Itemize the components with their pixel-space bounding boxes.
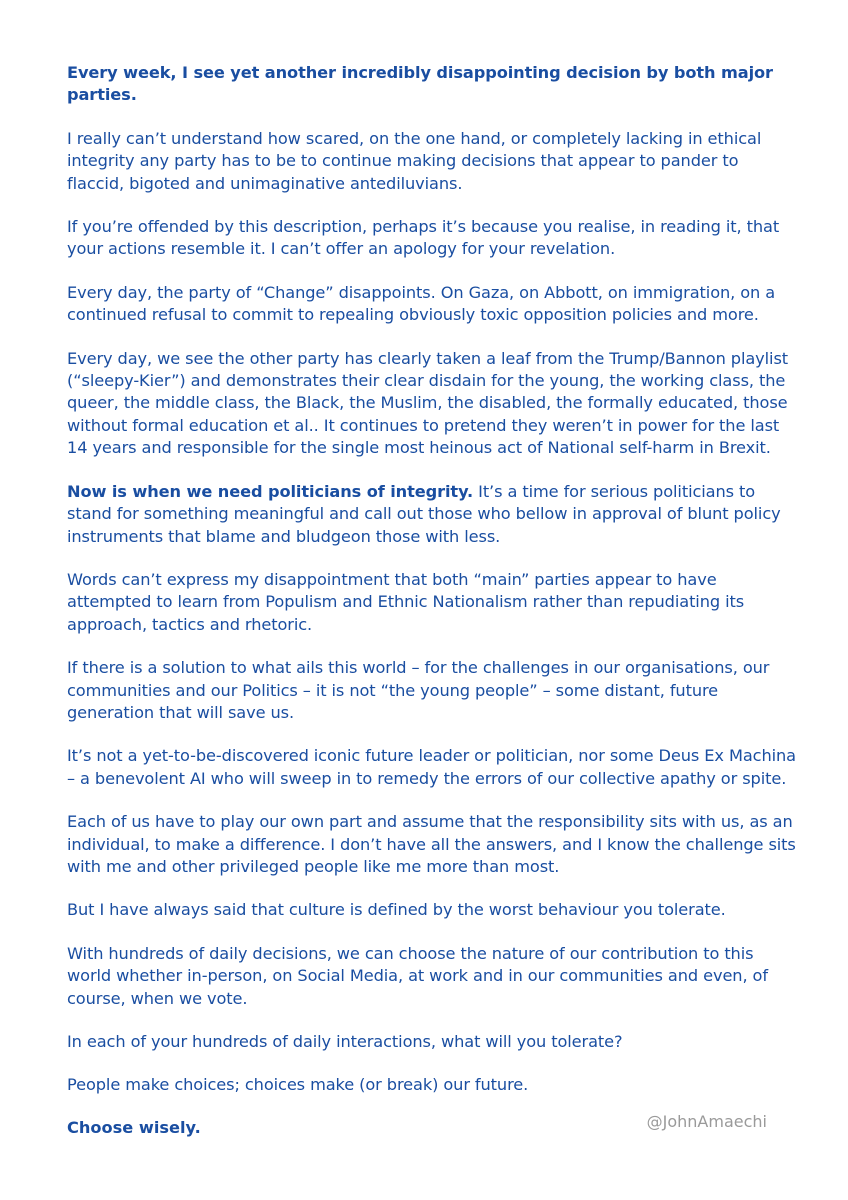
paragraph-3: Every day, the party of “Change” disappoints. On Gaza, on Abbott, on immigration, on a continued refusal to commit to repealing obviously toxic opposition policies and more.	[67, 282, 776, 325]
paragraph-5-text: It’s a time for serious politicians to stand for something meaningful and call out those who bellow in approval of blunt policy instruments that blame and bludgeon those with less.	[67, 481, 781, 546]
paragraph-12: In each of your hundreds of daily interactions, what will you tolerate?	[67, 1032, 623, 1051]
paragraph-7: If there is a solution to what ails this world – for the challenges in our organisations, our communities and our Politics – it is not “the young people” – some distant, future generation that will save us.	[67, 658, 770, 722]
paragraph-5-emphasis: Now is when we need politicians of integrity.	[67, 481, 474, 501]
paragraph-13: People make choices; choices make (or break) our future.	[67, 1075, 529, 1095]
paragraph-2: If you’re offended by this description, perhaps it’s because you realise, in reading it, that your actions resemble it. I can’t offer an apology for your revelation.	[67, 217, 780, 259]
document-body	[67, 62, 797, 1118]
paragraph-1: I really can’t understand how scared, on the one hand, or completely lacking in ethical integrity any party has to be to continue making decisions that appear to pander to flaccid, bigoted and unimaginative antediluvians.	[67, 128, 762, 193]
paragraph-4: Every day, we see the other party has clearly taken a leaf from the Trump/Bannon playlist (“sleepy-Kier”) and demonstrates their clear disdain for the young, the working class, the queer, the middle class, the Black, the Muslim, the disabled, the formally educated, those without formal education et al.. It continues to pretend they weren’t in power for the last 14 years and responsible for the single most heinous act of National self-harm in Brexit.	[67, 348, 789, 458]
paragraph-9: Each of us have to play our own part and assume that the responsibility sits with us, as an individual, to make a difference. I don’t have all the answers, and I know the challenge sits with me and other privileged people like me more than most.	[67, 812, 796, 876]
paragraph-8: It’s not a yet-to-be-discovered iconic future leader or politician, nor some Deus Ex Machina – a benevolent AI who will sweep in to remedy the errors of our collective apathy or spite.	[67, 746, 796, 788]
closing-line: Choose wisely.	[67, 1118, 201, 1137]
paragraph-10: But I have always said that culture is defined by the worst behaviour you tolerate.	[67, 900, 726, 920]
heading: Every week, I see yet another incredibly disappointing decision by both major parties.	[67, 63, 773, 105]
author-handle: @JohnAmaechi	[646, 1112, 767, 1131]
paragraph-11: With hundreds of daily decisions, we can choose the nature of our contribution to this world whether in-person, on Social Media, at work and in our communities and even, of course, when we vote.	[67, 943, 768, 1008]
paragraph-6: Words can’t express my disappointment that both “main” parties appear to have attempted to learn from Populism and Ethnic Nationalism rather than repudiating its approach, tactics and rhetoric.	[67, 569, 745, 634]
paragraph-5	[67, 481, 797, 548]
